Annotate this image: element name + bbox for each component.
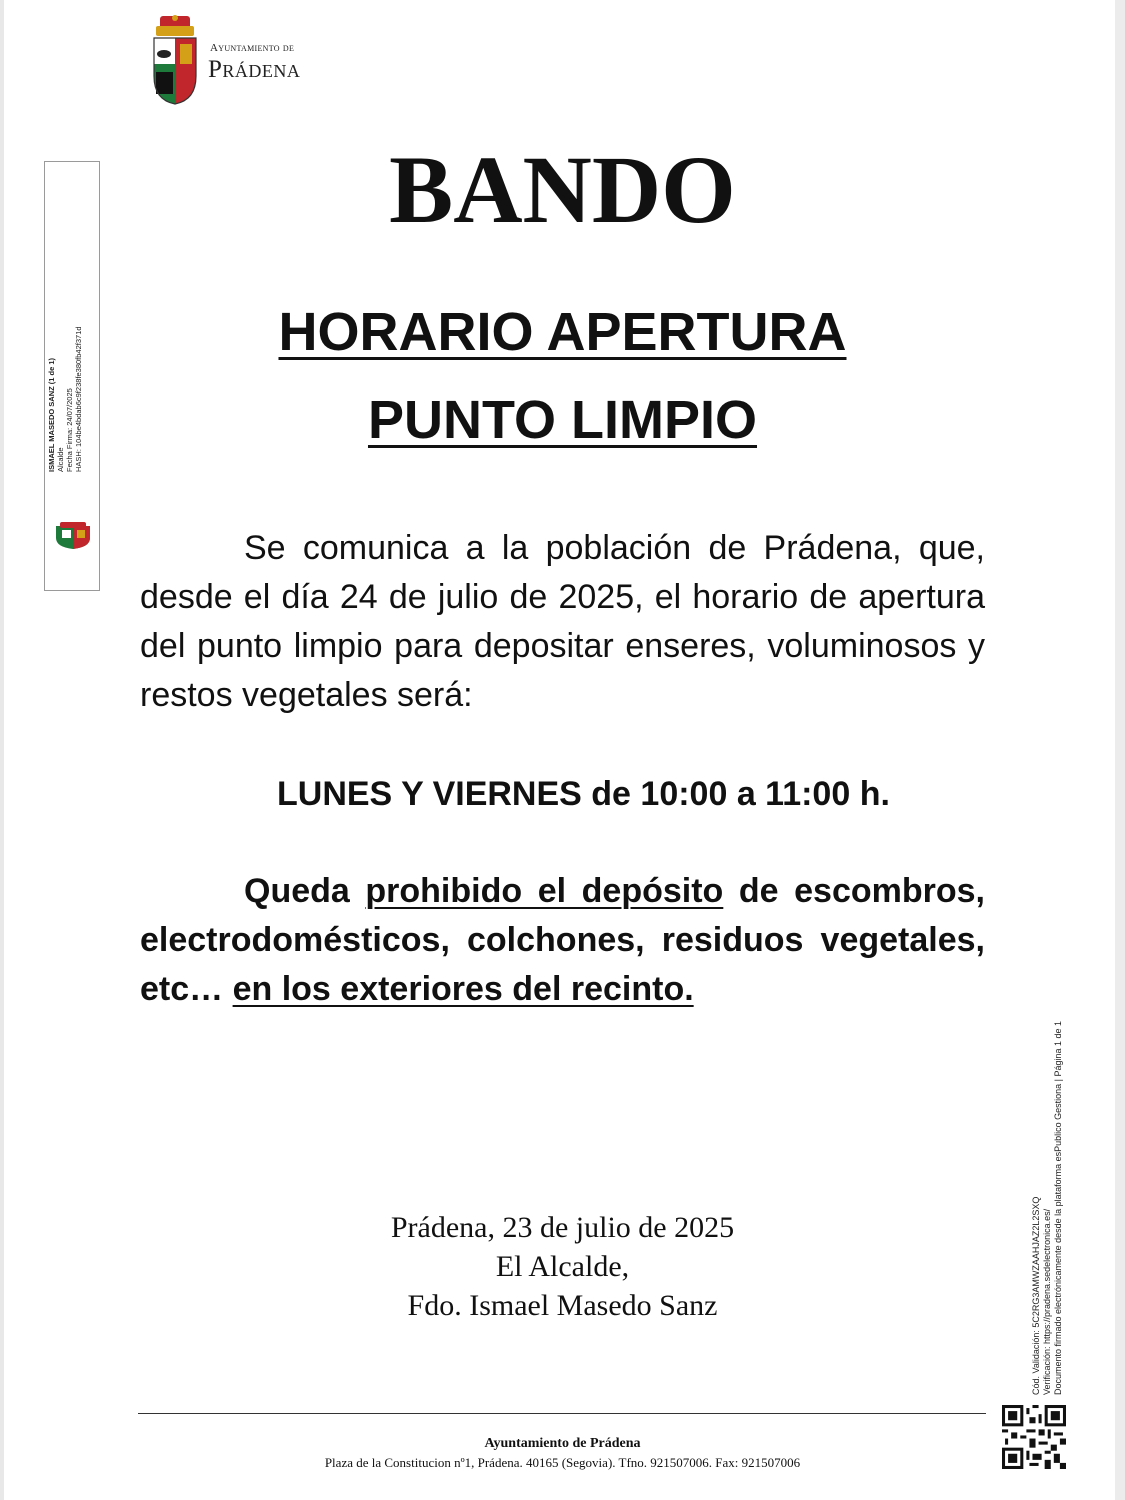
signer-role: Alcalde: [56, 447, 65, 472]
header-logo: [148, 14, 333, 109]
subtitle-line-1: HORARIO APERTURA: [278, 302, 847, 362]
place-date: Prádena, 23 de julio de 2025: [390, 1211, 735, 1244]
announcement-paragraph: Se comunica a la población de Prádena, que, desde el día 24 de julio de 2025, el horario de apertura del punto limpio para depositar enseres, voluminosos y restos vegetales será:: [140, 529, 985, 714]
footer-divider: [138, 1413, 986, 1414]
signer-name: ISMAEL MASEDO SANZ (1 de 1): [47, 357, 56, 472]
footer-address: Plaza de la Constitucion nº1, Prádena. 40165 (Segovia). Tfno. 921507006. Fax: 921507006: [324, 1455, 801, 1470]
signature-crest-icon: [52, 520, 94, 550]
footer-organization: Ayuntamiento de Prádena: [484, 1436, 641, 1451]
signed-platform-note: Documento firmado electrónicamente desde la plataforma esPublico Gestiona | Página 1 de 1: [1053, 1020, 1063, 1395]
document-title: BANDO: [389, 136, 736, 243]
signed-by: Fdo. Ismael Masedo Sanz: [407, 1289, 718, 1322]
coat-of-arms-icon: [148, 14, 202, 106]
opening-hours: LUNES Y VIERNES de 10:00 a 11:00 h.: [277, 775, 890, 813]
signature-hash: HASH: 104be4bdab6c9f238fe380fb42f371d: [74, 326, 83, 472]
org-name-small: Ayuntamiento de: [210, 42, 295, 54]
prohibition-paragraph: Queda prohibido el depósito de escombros, electrodomésticos, colchones, residuos vegetales, etc… en los exteriores del recinto.: [140, 872, 986, 1008]
org-name-big: Prádena: [208, 56, 301, 83]
signer-title: El Alcalde,: [495, 1250, 630, 1283]
validation-code: Cód. Validación: 5C2RG3AMWZAAHJAZ2L2SXQ: [1031, 1196, 1041, 1395]
verification-url: Verificación: https://pradena.sedelectronica.es/: [1042, 1208, 1052, 1395]
subtitle-line-2: PUNTO LIMPIO: [367, 390, 758, 450]
verification-text: [1031, 925, 1073, 1395]
signature-date: Fecha Firma: 24/07/2025: [65, 388, 74, 472]
